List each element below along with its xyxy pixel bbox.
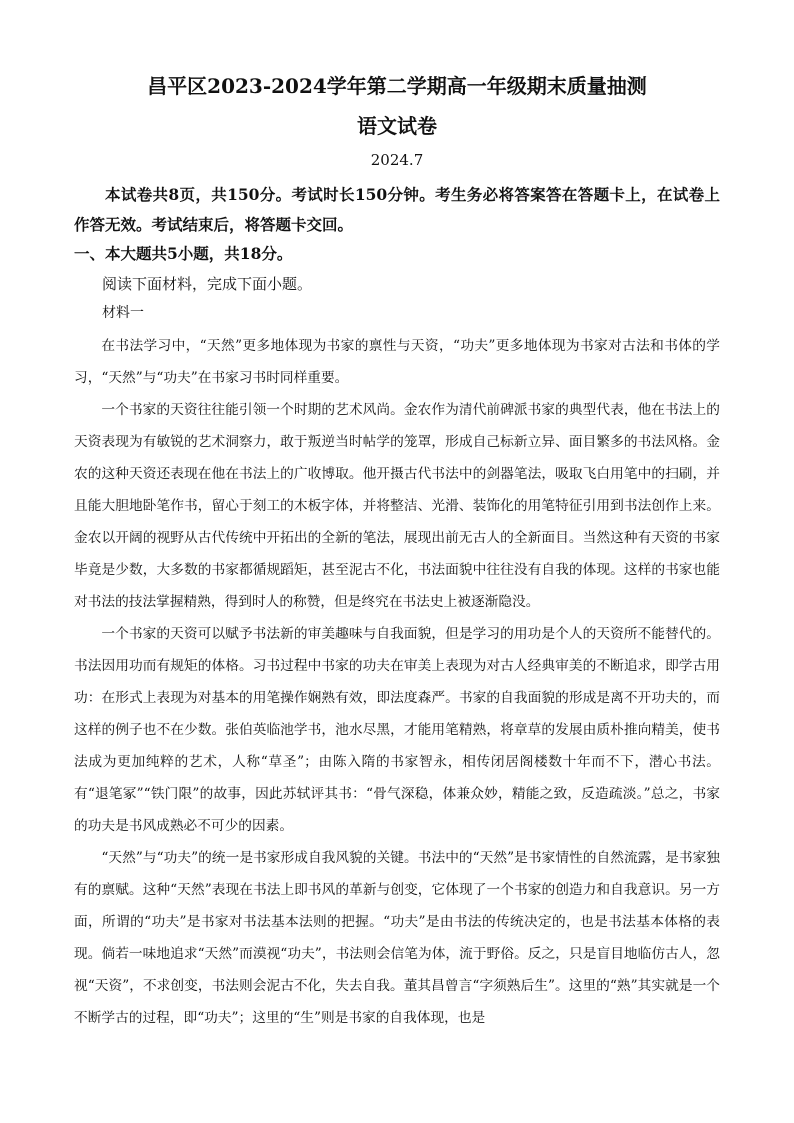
- reading-instruction: 阅读下面材料，完成下面小题。: [102, 275, 313, 293]
- exam-subtitle: 语文试卷: [357, 114, 437, 138]
- exam-instructions: 本试卷共8页，共150分。考试时长150分钟。考生务必将答案答在答题卡上，在试卷上作答无效。考试结束后，将答题卡交回。: [74, 185, 720, 234]
- section-heading: 一、本大题共5小题，共18分。: [74, 244, 293, 263]
- material-body: [74, 330, 720, 1034]
- paragraph: 一个书家的天资可以赋予书法新的审美趣味与自我面貌，但是学习的用功是个人的天资所不能替代的。书法因用功而有规矩的体格。习书过程中书家的功夫在审美上表现为对古人经典审美的不断追求，即学古用功：在形式上表现为对基本的用笔操作娴熟有效，即法度森严。书家的自我面貌的形成是离不开功夫的，而这样的例子也不在少数。张伯英临池学书，池水尽黑，才能用笔精熟，将章草的发展由质朴推向精美，使书法成为更加纯粹的艺术，人称“草圣”；由陈入隋的书家智永，相传闭居阁楼数十年而不下，潜心书法。有“退笔冢”“铁门限”的故事，因此苏轼评其书：“骨气深稳，体兼众妙，精能之致，反造疏淡。”总之，书家的功夫是书风成熟必不可少的因素。: [74, 626, 720, 834]
- exam-title: 昌平区2023-2024学年第二学期高一年级期末质量抽测: [147, 74, 647, 98]
- material-label: 材料一: [102, 305, 144, 321]
- paragraph: 一个书家的天资往往能引领一个时期的艺术风尚。金农作为清代前碑派书家的典型代表，他在书法上的天资表现为有敏锐的艺术洞察力，敢于叛逆当时帖学的笼罩，形成自己标新立异、面目繁多的书法风格。金农的这种天资还表现在他在书法上的广收博取。他开摄古代书法中的剑器笔法，吸取飞白用笔中的扫刷，并且能大胆地卧笔作书，留心于刻工的木板字体，并将整洁、光滑、装饰化的用笔特征引用到书法创作上来。金农以开阔的视野从古代传统中开拓出的全新的笔法，展现出前无古人的全新面目。当然这种有天资的书家毕竟是少数，大多数的书家都循规蹈矩，甚至泥古不化，书法面貌中往往没有自我的体现。这样的书家也能对书法的技法掌握精熟，得到时人的称赞，但是终究在书法史上被逐渐隐没。: [74, 402, 720, 610]
- paragraph: 在书法学习中，“天然”更多地体现为书家的禀性与天资，“功夫”更多地体现为书家对古法和书体的学习，“天然”与“功夫”在书家习书时同样重要。: [74, 338, 720, 386]
- paragraph: “天然”与“功夫”的统一是书家形成自我风貌的关键。书法中的“天然”是书家情性的自然流露，是书家独有的禀赋。这种“天然”表现在书法上即书风的革新与创变，它体现了一个书家的创造力和自我意识。另一方面，所谓的“功夫”是书家对书法基本法则的把握。“功夫”是由书法的传统决定的，也是书法基本体格的表现。倘若一味地追求“天然”而漠视“功夫”，书法则会信笔为体，流于野俗。反之，只是盲目地临仿古人，忽视“天资”，不求创变，书法则会泥古不化，失去自我。董其昌曾言“字须熟后生”。这里的“熟”其实就是一个不断学古的过程，即“功夫”；这里的“生”则是书家的自我体现，也是: [74, 850, 720, 1026]
- exam-date: 2024.7: [370, 151, 424, 169]
